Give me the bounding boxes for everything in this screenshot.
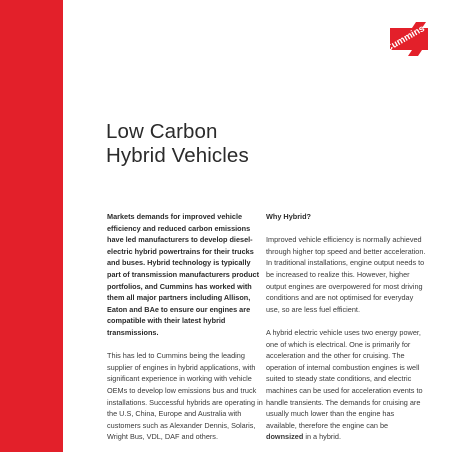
lead-paragraph: Markets demands for improved vehicle efficiency and reduced carbon emissions have led manufacturers to develop diesel-electric hybrid powertrains for their trucks and buses. Hybrid technology is typically part of transmission manufacturers product portfolios, and Cummins has worked with them all major partners including Allison, Eaton and BAe to ensure our engines are compatible with their latest hybrid transmissions. (107, 212, 260, 337)
paragraph-why-hybrid: Improved vehicle efficiency is normally achieved through higher top speed and better acceleration. In traditional installations, engine output needs to be increased to realize this. However, higher output engines are overpowered for most driving conditions and are not optimised for everyday use, so are less fuel efficient. (266, 235, 426, 314)
red-side-band (0, 0, 63, 452)
paragraph-text-end: in a hybrid. (303, 432, 342, 442)
title-line-1: Low Carbon (106, 120, 218, 143)
cummins-logo (372, 14, 436, 58)
left-column (107, 211, 265, 454)
page-title (106, 120, 249, 168)
logo-text: Cummins (383, 23, 427, 55)
section-heading: Why Hybrid? (266, 212, 311, 221)
downsized-emphasis: downsized (266, 432, 304, 442)
paragraph-hybrid-electric (266, 327, 426, 443)
paragraph-text-start: A hybrid electric vehicle uses two energy power, one of which is electrical. One is primarily for acceleration and the other for cruising. The operation of internal combustion engines is well suited to steady state conditions, and electric machines can be used for acceleration events to handle transients. The demands for cruising are usually much lower than the engine has available, therefore the engine can be (266, 327, 423, 430)
right-column (266, 211, 426, 454)
title-line-2: Hybrid Vehicles (106, 144, 249, 167)
body-paragraph: This has led to Cummins being the leading supplier of engines in hybrid applications, with significant experience in working with vehicle OEMs to develop low emissions bus and truck installations. Successful hybrids are operating in the U.S, China, Europe and Australia with customers such as Alexander Dennis, Solaris, Wright Bus, VDL, DAF and others. (107, 351, 263, 442)
